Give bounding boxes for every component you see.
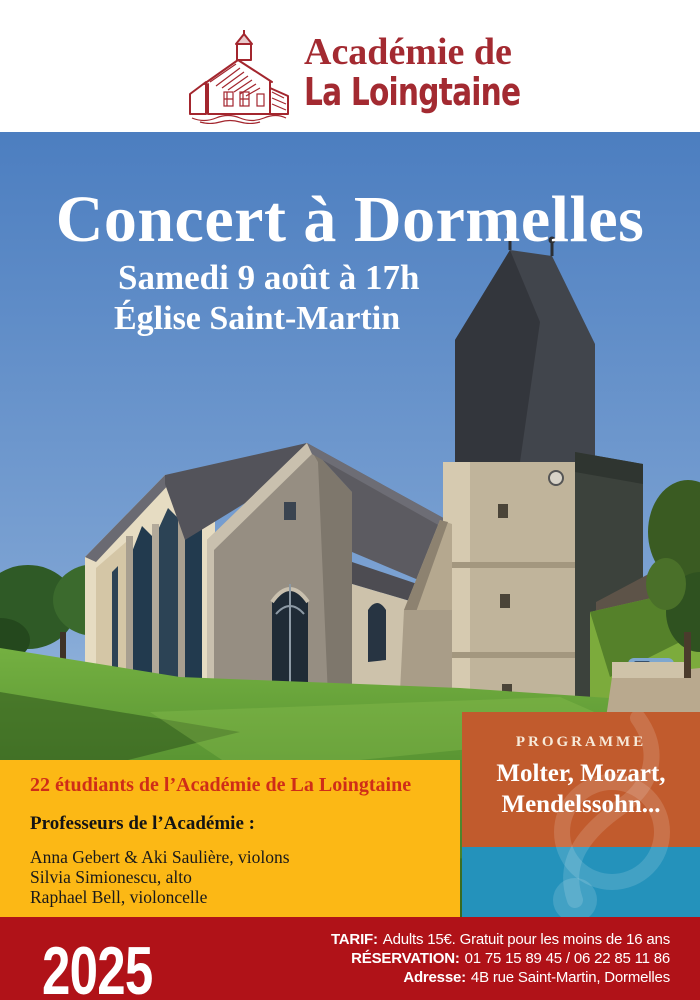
tarif-line (331, 930, 670, 949)
poster-title: Concert à Dormelles (55, 183, 645, 256)
header-band (0, 0, 700, 132)
tarif-text: Adults 15€. Gratuit pour les moins de 16 ans (382, 931, 670, 948)
reservation-label: RÉSERVATION: (351, 950, 460, 967)
reservation-line (331, 949, 670, 968)
adresse-text: 4B rue Saint-Martin, Dormelles (470, 969, 670, 986)
professors-subheading: Professeurs de l’Académie : (30, 813, 255, 834)
event-date: Samedi 9 août à 17h (118, 258, 420, 297)
programme-label: PROGRAMME (515, 734, 647, 750)
year: 2025 (42, 933, 153, 1000)
programme-composers: Molter, Mozart, Mendelssohn... (496, 760, 666, 818)
contact-info (331, 930, 670, 987)
brand-line-2: La Loingtaine (304, 70, 521, 114)
students-headline: 22 étudiants de l’Académie de La Loingtaine (30, 774, 412, 796)
students-box (0, 760, 460, 917)
professor-item: Silvia Simionescu, alto (30, 867, 192, 887)
brand-line-1: Académie de (304, 31, 512, 73)
tarif-label: TARIF: (330, 931, 378, 948)
adresse-line (331, 968, 670, 987)
professor-item: Anna Gebert & Aki Saulière, violons (30, 847, 290, 867)
event-venue: Église Saint-Martin (114, 300, 401, 337)
programme-box (462, 712, 700, 917)
brand-wordmark (304, 31, 581, 114)
adresse-label: Adresse: (403, 969, 466, 986)
farmhouse-sketch-logo-icon (186, 30, 292, 124)
professors-list (30, 847, 460, 907)
footer-bar (0, 917, 700, 1000)
reservation-text: 01 75 15 89 45 / 06 22 85 11 86 (464, 950, 670, 967)
professor-item: Raphael Bell, violoncelle (30, 887, 208, 907)
